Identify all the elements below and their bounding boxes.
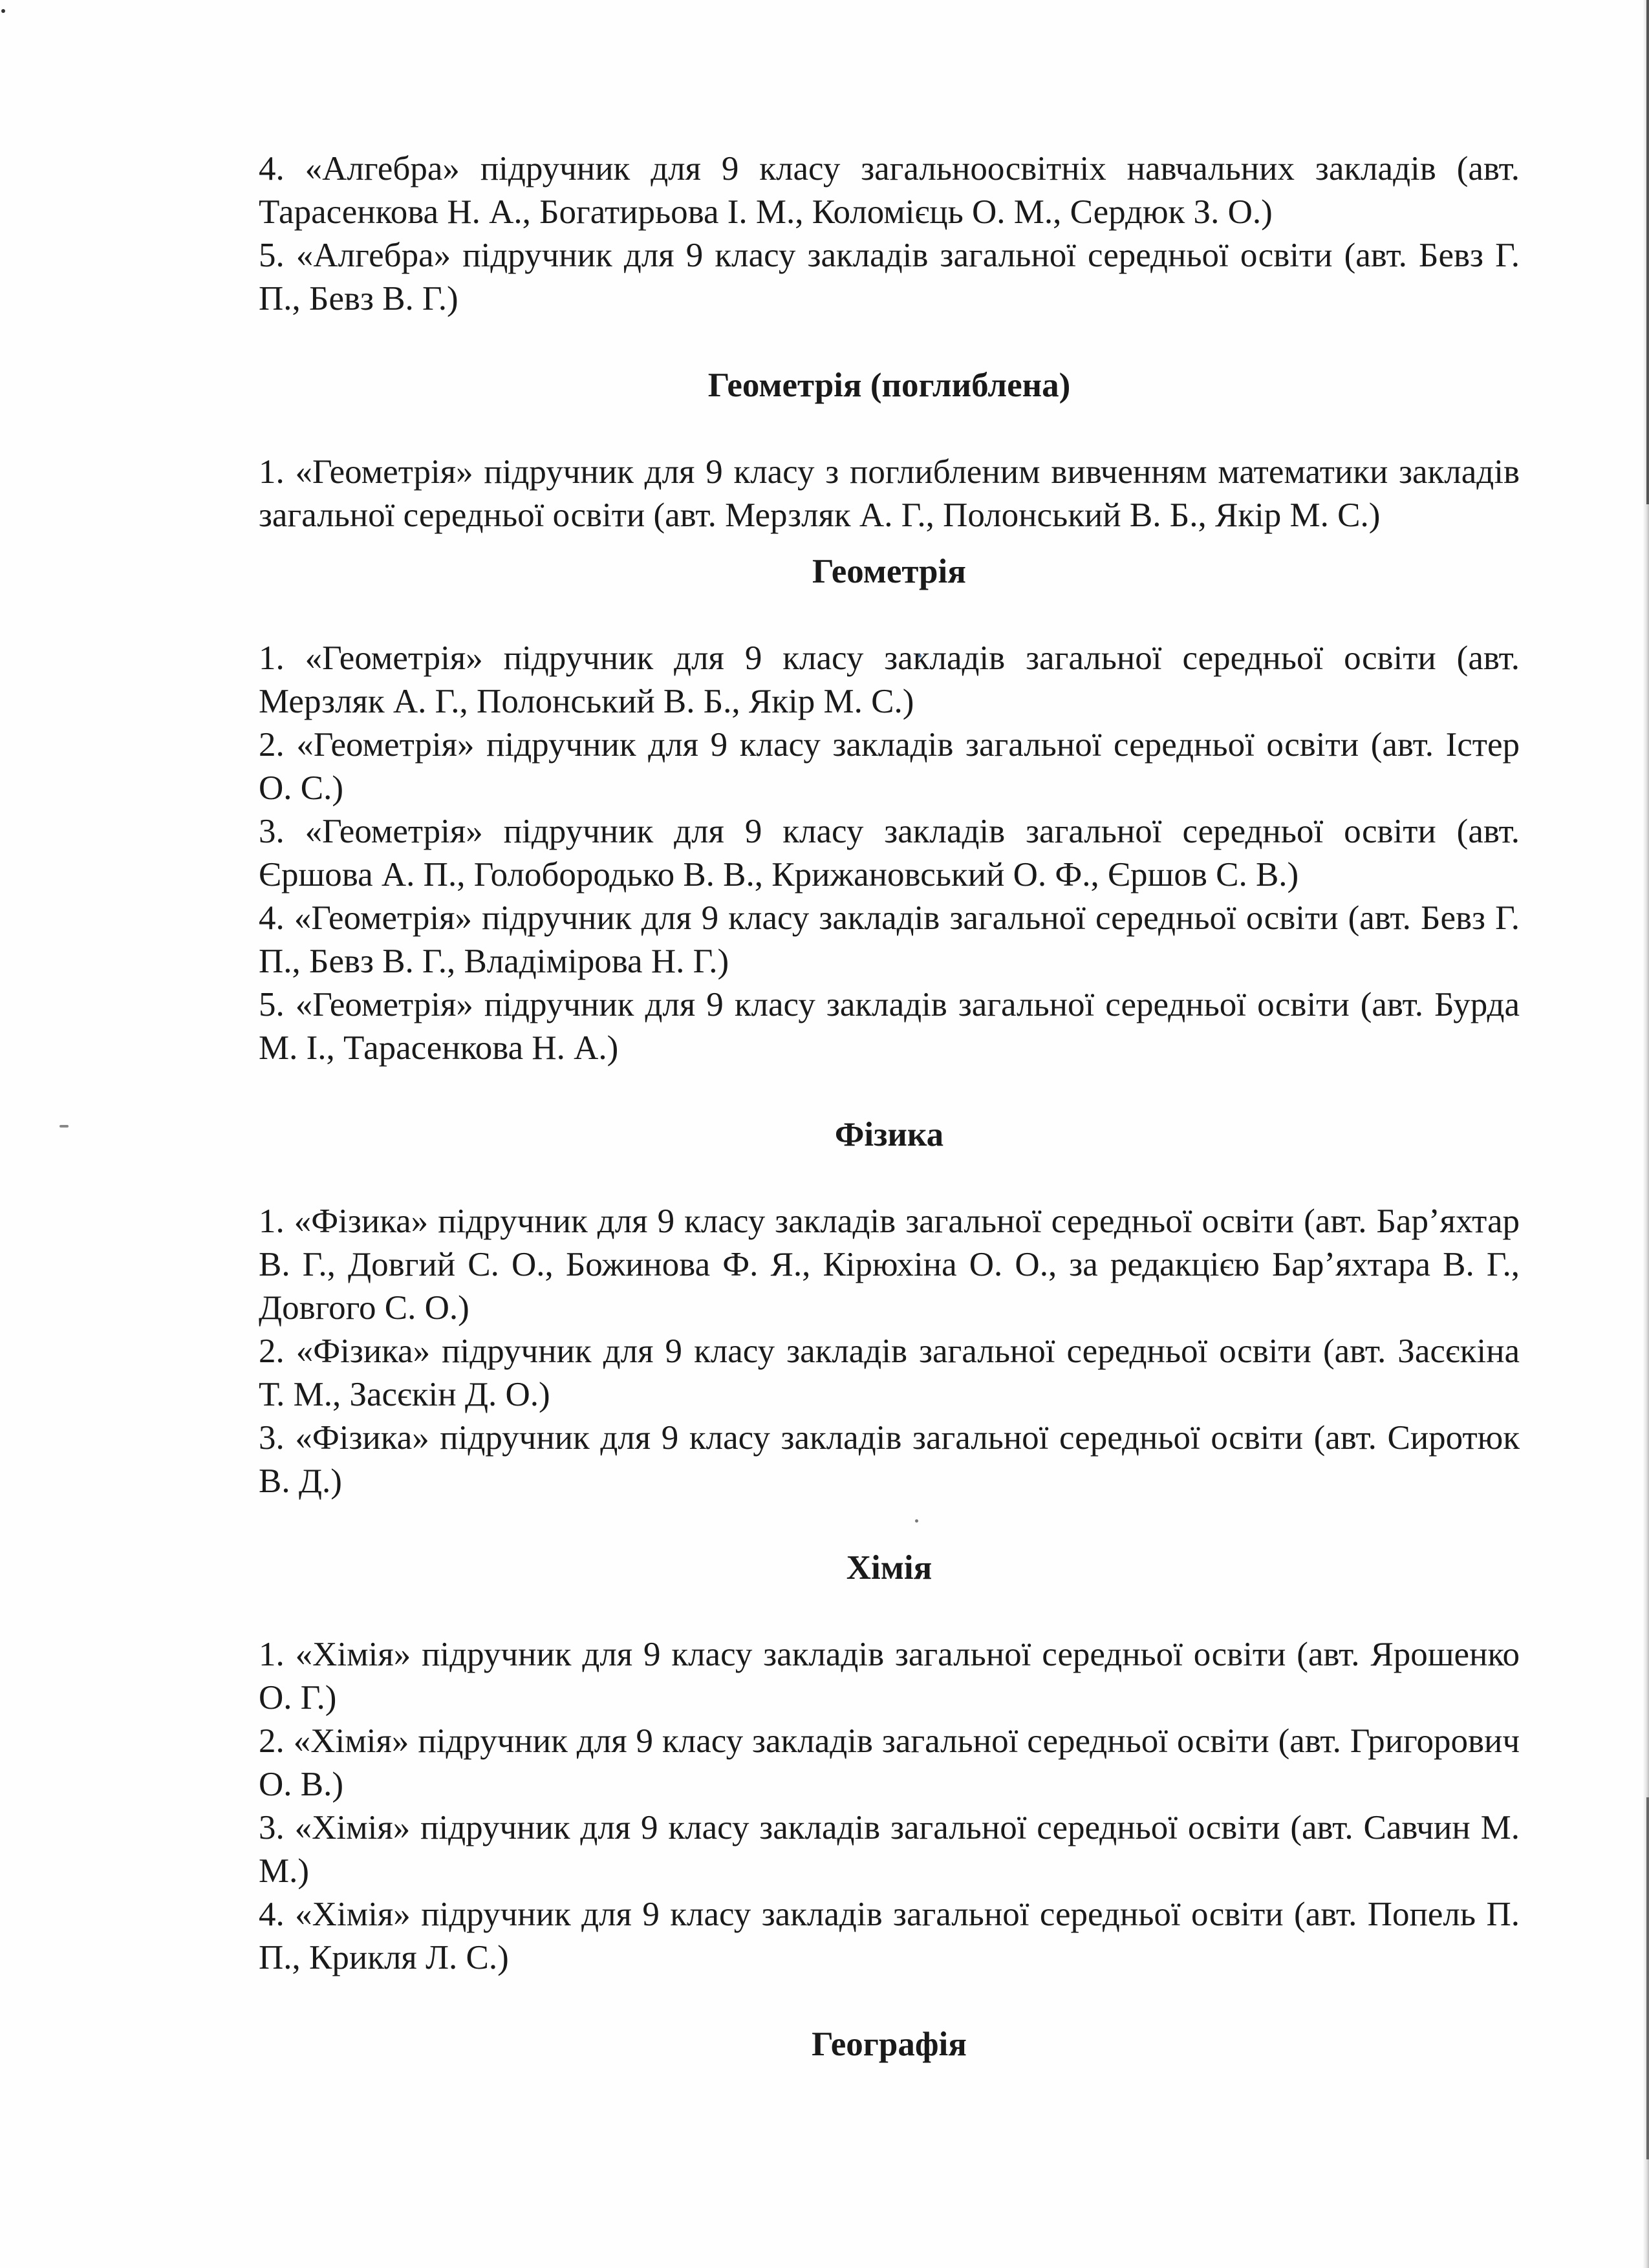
list-item: 4. «Хімія» підручник для 9 класу закладів загальної середньої освіти (авт. Попель П. П., Крикля Л. С.)	[259, 1896, 1520, 1976]
list-item: 3. «Хімія» підручник для 9 класу закладів загальної середньої освіти (авт. Савчин М. М.)	[259, 1809, 1520, 1890]
section-heading-geography: Географія	[812, 2026, 967, 2063]
list-item: 1. «Геометрія» підручник для 9 класу закладів загальної середньої освіти (авт. Мерзляк А. Г., Полонський В. Б., Якір М. С.)	[259, 639, 1520, 720]
section-heading-physics: Фізика	[834, 1116, 944, 1153]
scan-speck	[1, 9, 5, 13]
list-item: 2. «Фізика» підручник для 9 класу закладів загальної середньої освіти (авт. Засєкіна Т. М., Засєкін Д. О.)	[259, 1332, 1520, 1413]
list-item: 1. «Фізика» підручник для 9 класу закладів загальної середньої освіти (авт. Бар’яхтар В. Г., Довгий С. О., Божинова Ф. Я., Кірюхіна О. О., за редакцією Бар’яхтара В. Г., Довгого С. О.)	[259, 1203, 1520, 1327]
list-item: 5. «Алгебра» підручник для 9 класу закладів загальної середньої освіти (авт. Бевз Г. П., Бевз В. Г.)	[259, 237, 1520, 317]
list-item: 4. «Алгебра» підручник для 9 класу загальноосвітніх навчальних закладів (авт. Тарасенкова Н. А., Богатирьова І. М., Коломієць О. М., Сердюк З. О.)	[259, 150, 1520, 231]
list-item: 3. «Фізика» підручник для 9 класу закладів загальної середньої освіти (авт. Сиротюк В. Д.)	[259, 1419, 1520, 1500]
list-item: 4. «Геометрія» підручник для 9 класу закладів загальної середньої освіти (авт. Бевз Г. П., Бевз В. Г., Владімірова Н. Г.)	[259, 899, 1520, 980]
list-item: 2. «Геометрія» підручник для 9 класу закладів загальної середньої освіти (авт. Істер О. С.)	[259, 726, 1520, 807]
scan-edge-shadow	[1646, 0, 1649, 504]
list-item: 5. «Геометрія» підручник для 9 класу закладів загальної середньої освіти (авт. Бурда М. І., Тарасенкова Н. А.)	[259, 986, 1520, 1067]
section-heading-chemistry: Хімія	[846, 1549, 932, 1587]
list-item: 1. «Хімія» підручник для 9 класу закладів загальної середньої освіти (авт. Ярошенко О. Г.)	[259, 1636, 1520, 1717]
document-body	[259, 147, 1520, 2066]
scan-speck	[59, 1125, 69, 1128]
section-heading-geometry: Геометрія	[812, 553, 966, 590]
section-heading-geometry-advanced: Геометрія (поглиблена)	[707, 367, 1071, 404]
list-item: 2. «Хімія» підручник для 9 класу закладів загальної середньої освіти (авт. Григорович О. В.)	[259, 1722, 1520, 1803]
list-item: 1. «Геометрія» підручник для 9 класу з поглибленим вивченням математики закладів загальної середньої освіти (авт. Мерзляк А. Г., Полонський В. Б., Якір М. С.)	[259, 453, 1520, 534]
list-item: 3. «Геометрія» підручник для 9 класу закладів загальної середньої освіти (авт. Єршова А. П., Голобородько В. В., Крижановський О. Ф., Єршов С. В.)	[259, 813, 1520, 893]
scan-edge-shadow	[1646, 1797, 1649, 2159]
